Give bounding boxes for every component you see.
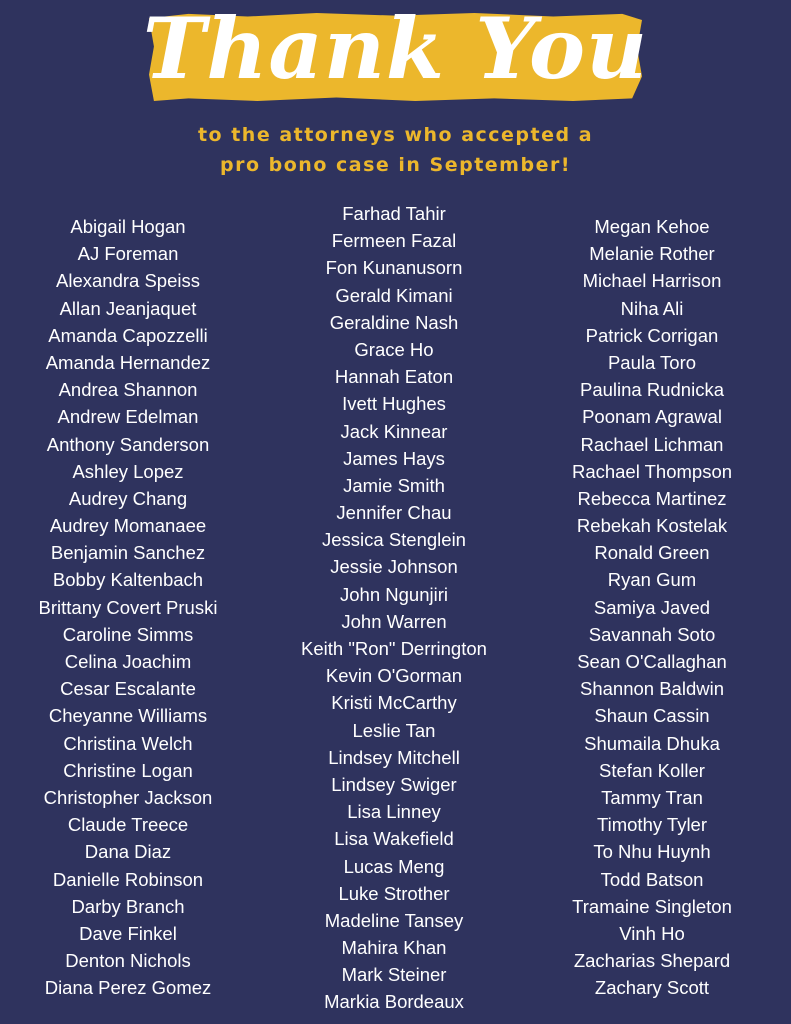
attorney-name: Paulina Rudnicka xyxy=(580,379,724,401)
attorney-name: Rachael Lichman xyxy=(580,433,724,455)
attorney-name: Jamie Smith xyxy=(343,474,445,496)
attorney-name: Mark Steiner xyxy=(341,964,447,986)
attorney-name: Grace Ho xyxy=(354,338,434,360)
attorney-name: Cheyanne Williams xyxy=(48,705,208,727)
attorney-name: Poonam Agrawal xyxy=(582,406,722,428)
attorney-name: Audrey Chang xyxy=(68,487,188,509)
attorney-name: Dana Diaz xyxy=(84,841,172,863)
attorney-name: Ashley Lopez xyxy=(72,460,184,482)
attorney-name: Gerald Kimani xyxy=(335,284,453,306)
attorney-name: Todd Batson xyxy=(600,868,704,890)
attorney-name: Cesar Escalante xyxy=(60,678,196,700)
attorney-name: Savannah Soto xyxy=(588,623,716,645)
attorney-name: Rebecca Martinez xyxy=(577,487,727,509)
attorney-list-column-3 xyxy=(520,213,784,1001)
attorney-name: Fermeen Fazal xyxy=(331,230,457,252)
attorney-name: Kristi McCarthy xyxy=(331,692,457,714)
attorney-name: Melanie Rother xyxy=(589,243,715,265)
attorney-name: Amanda Capozzelli xyxy=(48,324,208,346)
attorney-name: Leslie Tan xyxy=(352,719,436,741)
attorney-name: Audrey Momanaee xyxy=(49,515,207,537)
attorney-name: Zachary Scott xyxy=(594,977,710,999)
attorney-name: Rebekah Kostelak xyxy=(576,515,728,537)
attorney-name: Dave Finkel xyxy=(79,922,177,944)
attorney-name: Rachael Thompson xyxy=(571,460,733,482)
attorney-name: Abigail Hogan xyxy=(70,216,186,237)
attorney-list-column-1 xyxy=(0,213,260,1001)
attorney-name: Sean O'Callaghan xyxy=(577,651,727,672)
attorney-name: Shaun Cassin xyxy=(594,705,710,727)
attorney-name: Ryan Gum xyxy=(607,569,697,591)
attorney-name: Samiya Javed xyxy=(593,596,711,618)
attorney-name: Ivett Hughes xyxy=(342,393,446,415)
attorney-name: Luke Strother xyxy=(338,882,450,904)
attorney-list-column-2 xyxy=(262,200,526,1016)
attorney-name: Benjamin Sanchez xyxy=(50,542,206,564)
attorney-name: Lucas Meng xyxy=(343,855,445,877)
attorney-name: Shumaila Dhuka xyxy=(584,732,720,754)
attorney-name: Lisa Linney xyxy=(347,801,441,823)
attorney-name: Christine Logan xyxy=(63,759,193,781)
attorney-name: Michael Harrison xyxy=(582,270,722,292)
attorney-name: James Hays xyxy=(343,447,445,469)
attorney-name: Hannah Eaton xyxy=(334,366,454,388)
subtitle-line-1: to the attorneys who accepted a xyxy=(197,124,594,146)
attorney-name: Celina Joachim xyxy=(64,651,192,672)
attorney-name: Alexandra Speiss xyxy=(56,270,200,292)
attorney-name: Tammy Tran xyxy=(601,786,703,808)
attorney-name: Geraldine Nash xyxy=(329,311,459,333)
attorney-name: Ronald Green xyxy=(594,542,710,564)
attorney-name: Claude Treece xyxy=(67,814,189,836)
attorney-name: John Ngunjiri xyxy=(340,583,448,605)
attorney-name: Vinh Ho xyxy=(619,922,685,944)
attorney-name: Fon Kunanusorn xyxy=(325,257,463,279)
attorney-name: Andrea Shannon xyxy=(58,379,198,401)
attorney-name: Jessie Johnson xyxy=(330,556,458,578)
attorney-name: Madeline Tansey xyxy=(324,909,464,931)
attorney-name: Brittany Covert Pruski xyxy=(38,596,218,618)
subtitle-line-2: pro bono case in September! xyxy=(220,154,571,176)
attorney-name: Andrew Edelman xyxy=(57,406,199,428)
attorney-name: Lisa Wakefield xyxy=(334,828,454,850)
attorney-name: Keith "Ron" Derrington xyxy=(301,638,487,659)
page-title: Thank You xyxy=(142,0,649,98)
attorney-name: Diana Perez Gomez xyxy=(44,977,212,999)
attorney-name: Paula Toro xyxy=(607,351,697,373)
attorney-name: Allan Jeanjaquet xyxy=(59,297,197,319)
attorney-name: Shannon Baldwin xyxy=(580,678,724,700)
attorney-name: Anthony Sanderson xyxy=(46,433,210,455)
attorney-name: John Warren xyxy=(341,610,447,632)
attorney-name: Christopher Jackson xyxy=(43,786,213,808)
attorney-name: Mahira Khan xyxy=(341,937,447,959)
attorney-name: Farhad Tahir xyxy=(342,203,446,224)
attorney-name: Jack Kinnear xyxy=(340,420,448,442)
attorney-name: Tramaine Singleton xyxy=(572,895,732,917)
attorney-name: Zacharias Shepard xyxy=(573,950,731,972)
attorney-name: Jennifer Chau xyxy=(336,502,452,524)
attorney-name: Timothy Tyler xyxy=(597,814,707,836)
attorney-name: Danielle Robinson xyxy=(52,868,204,890)
attorney-name: Bobby Kaltenbach xyxy=(52,569,204,591)
attorney-name: Niha Ali xyxy=(620,297,684,319)
attorney-name: Stefan Koller xyxy=(599,759,705,781)
attorney-name: Denton Nichols xyxy=(65,950,191,972)
attorney-name: Darby Branch xyxy=(71,895,185,917)
attorney-name: Lindsey Mitchell xyxy=(328,746,460,768)
attorney-name: Amanda Hernandez xyxy=(45,351,211,373)
attorney-name: To Nhu Huynh xyxy=(593,841,711,863)
attorney-name: Christina Welch xyxy=(63,732,193,754)
attorney-name: Markia Bordeaux xyxy=(324,991,464,1013)
attorney-name: Patrick Corrigan xyxy=(585,324,719,346)
attorney-name: Megan Kehoe xyxy=(594,216,710,237)
attorney-name: AJ Foreman xyxy=(77,243,179,265)
attorney-name: Caroline Simms xyxy=(62,623,194,645)
attorney-name: Jessica Stenglein xyxy=(322,529,466,551)
attorney-name: Lindsey Swiger xyxy=(331,773,457,795)
attorney-name: Kevin O'Gorman xyxy=(325,665,463,687)
